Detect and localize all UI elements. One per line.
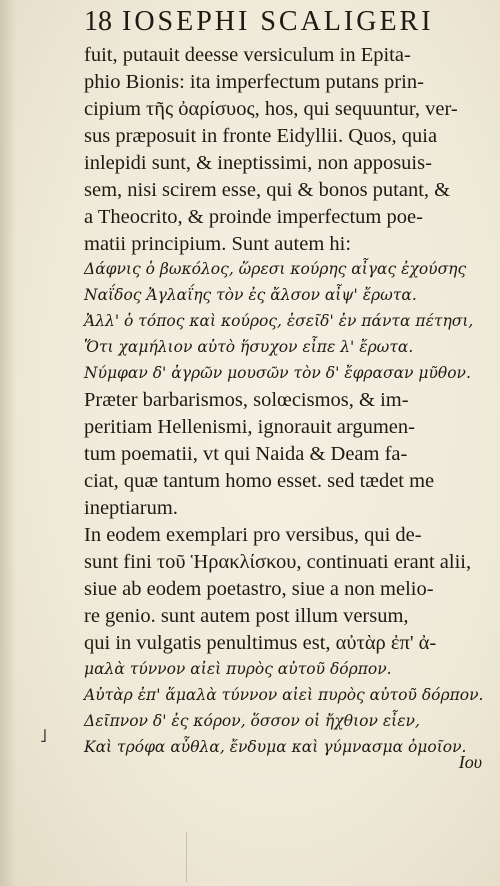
margin-bracket-mark: ˩ bbox=[40, 726, 47, 746]
text-line-16: siue ab eodem poetastro, siue a non melio- bbox=[84, 578, 434, 600]
greek-verse-1: Δάφνις ὁ βωκόλος, ὥρεσι κούρης αἶγας ἐχούσης bbox=[84, 260, 467, 278]
text-line-15: sunt fini τοῦ Ἡρακλίσκου, continuati erant alii, bbox=[84, 551, 472, 573]
text-line-9: Præter barbarismos, solœcismos, & im- bbox=[84, 389, 409, 411]
greek-verse-3: Ἀλλ' ὁ τόπος καὶ κούρος, ἐσεῖδ' ἐν πάντα πέτησι, bbox=[84, 312, 474, 330]
text-line-4: sus præposuit in fronte Eidyllii. Quos, quia bbox=[84, 125, 438, 147]
text-line-11: tum poematii, vt qui Naida & Deam fa- bbox=[84, 443, 408, 465]
text-line-12: ciat, quæ tantum homo esset. sed tædet me bbox=[84, 470, 435, 492]
page-header bbox=[84, 4, 484, 40]
catchword: Ιου bbox=[458, 752, 482, 772]
text-line-7: a Theocrito, & proinde imperfectum poe- bbox=[84, 206, 423, 228]
text-line-3: cipium τῆς ὀαρίσυος, hos, qui sequuntur, ver- bbox=[84, 98, 458, 120]
text-line-18: qui in vulgatis penultimus est, αὐτὰρ ἐπ' ἀ- bbox=[84, 632, 437, 654]
page-gutter-shadow bbox=[0, 0, 16, 886]
greek-verse-4: Ὅτι χαμήλιον αὐτὸ ἥσυχον εἶπε λ' ἔρωτα. bbox=[84, 338, 414, 356]
greek-verse-6: μαλὰ τύννον αἰεὶ πυρὸς αὐτοῦ δόρπον. bbox=[84, 660, 392, 678]
greek-verse-9: Καὶ τρόφα αὖθλα, ἔνδυμα καὶ γύμνασμα ὁμοῖον. bbox=[84, 738, 467, 756]
text-line-14: In eodem exemplari pro versibus, qui de- bbox=[84, 524, 422, 546]
text-line-1: fuit, putauit deesse versiculum in Epita- bbox=[84, 44, 411, 66]
text-line-10: peritiam Hellenismi, ignorauit argumen- bbox=[84, 416, 415, 438]
text-line-8: matii principium. Sunt autem hi: bbox=[84, 233, 352, 255]
text-line-2: phio Bionis: ita imperfectum putans prin- bbox=[84, 71, 424, 93]
text-line-17: re genio. sunt autem post illum versum, bbox=[84, 605, 409, 627]
running-title: IOSEPHI SCALIGERI bbox=[122, 6, 434, 37]
text-line-13: ineptiarum. bbox=[84, 497, 178, 519]
text-line-5: inlepidi sunt, & ineptissimi, non apposuis- bbox=[84, 152, 432, 174]
greek-verse-8: Δεῖπνον δ' ἐς κόρον, ὅσσον οἱ ἤχθιον εἶεν, bbox=[84, 712, 420, 730]
text-line-6: sem, nisi scirem esse, qui & bonos putant, & bbox=[84, 179, 451, 201]
greek-verse-7: Αὐτὰρ ἐπ' ἅμαλὰ τύννον αἰεὶ πυρὸς αὐτοῦ δόρπον. bbox=[84, 686, 484, 704]
greek-verse-5: Νύμφαν δ' ἀγρῶν μουσῶν τὸν δ' ἔφρασαν μῦθον. bbox=[84, 364, 471, 382]
greek-verse-2: Ναΐδος Ἀγλαΐης τὸν ἐς ἄλσον αἶψ' ἔρωτα. bbox=[84, 286, 417, 304]
folio-number: 18 bbox=[84, 6, 112, 37]
paper-crease-mark bbox=[186, 832, 187, 882]
